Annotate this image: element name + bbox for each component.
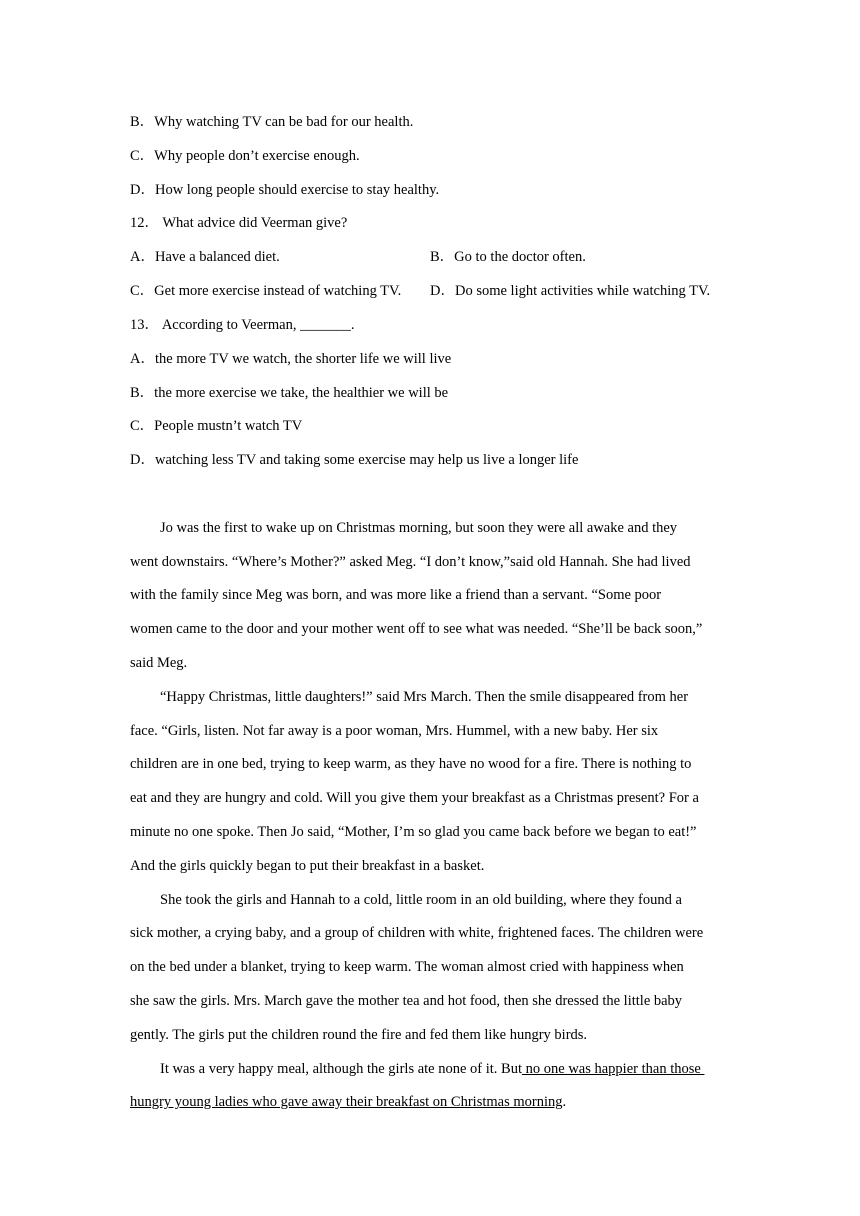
q13-stem: 13． According to Veerman, _______.: [130, 317, 355, 333]
q13-option-b: B．the more exercise we take, the healthier we will be: [130, 385, 449, 401]
q13-option-c: C．People mustn’t watch TV: [130, 418, 303, 434]
q13-option-d: D．watching less TV and taking some exercise may help us live a longer life: [130, 452, 579, 468]
passage-p2-line: minute no one spoke. Then Jo said, “Mother, I’m so glad you came back before we began to eat!”: [130, 824, 697, 840]
underlined-sentence-part-2: hungry young ladies who gave away their breakfast on Christmas morning: [130, 1094, 563, 1110]
passage-p2-line: face. “Girls, listen. Not far away is a poor woman, Mrs. Hummel, with a new baby. Her six: [130, 723, 659, 739]
passage-p4-period: .: [562, 1094, 567, 1110]
passage-p1-line: said Meg.: [130, 655, 188, 671]
passage-p2-line: children are in one bed, trying to keep warm, as they have no wood for a fire. There is nothing to: [130, 756, 692, 772]
q12-stem: 12． What advice did Veerman give?: [130, 215, 348, 231]
q12-option-a: A．Have a balanced diet.: [130, 249, 280, 265]
q12-option-b: B．Go to the doctor often.: [430, 249, 586, 265]
passage-p4-line-1: [160, 1059, 704, 1079]
passage-p3-line: gently. The girls put the children round the fire and fed them like hungry birds.: [130, 1027, 588, 1043]
passage-p1-line: women came to the door and your mother went off to see what was needed. “She’ll be back soon,”: [130, 621, 703, 637]
passage-p2-line: And the girls quickly began to put their breakfast in a basket.: [130, 858, 485, 874]
q11-option-c: C．Why people don’t exercise enough.: [130, 148, 360, 164]
passage-p3-line: on the bed under a blanket, trying to keep warm. The woman almost cried with happiness when: [130, 959, 684, 975]
passage-p4-text: It was a very happy meal, although the girls ate none of it. But: [160, 1061, 523, 1077]
q11-option-d: D．How long people should exercise to stay healthy.: [130, 182, 440, 198]
passage-p3-line: She took the girls and Hannah to a cold, little room in an old building, where they found a: [160, 892, 682, 908]
underlined-sentence-part-1: no one was happier than those: [522, 1061, 705, 1077]
passage-p2-line: “Happy Christmas, little daughters!” said Mrs March. Then the smile disappeared from her: [160, 689, 689, 705]
passage-p3-line: sick mother, a crying baby, and a group of children with white, frightened faces. The children were: [130, 925, 704, 941]
q11-option-b: B．Why watching TV can be bad for our health.: [130, 114, 414, 130]
passage-p3-line: she saw the girls. Mrs. March gave the mother tea and hot food, then she dressed the little baby: [130, 993, 683, 1009]
q13-option-a: A．the more TV we watch, the shorter life we will live: [130, 351, 452, 367]
passage-p2-line: eat and they are hungry and cold. Will you give them your breakfast as a Christmas present? For a: [130, 790, 699, 806]
passage-p1-line: Jo was the first to wake up on Christmas morning, but soon they were all awake and they: [160, 520, 678, 536]
q12-option-c: C．Get more exercise instead of watching TV.: [130, 283, 402, 299]
passage-p1-line: went downstairs. “Where’s Mother?” asked Meg. “I don’t know,”said old Hannah. She had lived: [130, 554, 691, 570]
passage-p4-line-2: [130, 1092, 566, 1112]
passage-p1-line: with the family since Meg was born, and was more like a friend than a servant. “Some poor: [130, 587, 662, 603]
q12-option-d: D．Do some light activities while watching TV.: [430, 283, 711, 299]
